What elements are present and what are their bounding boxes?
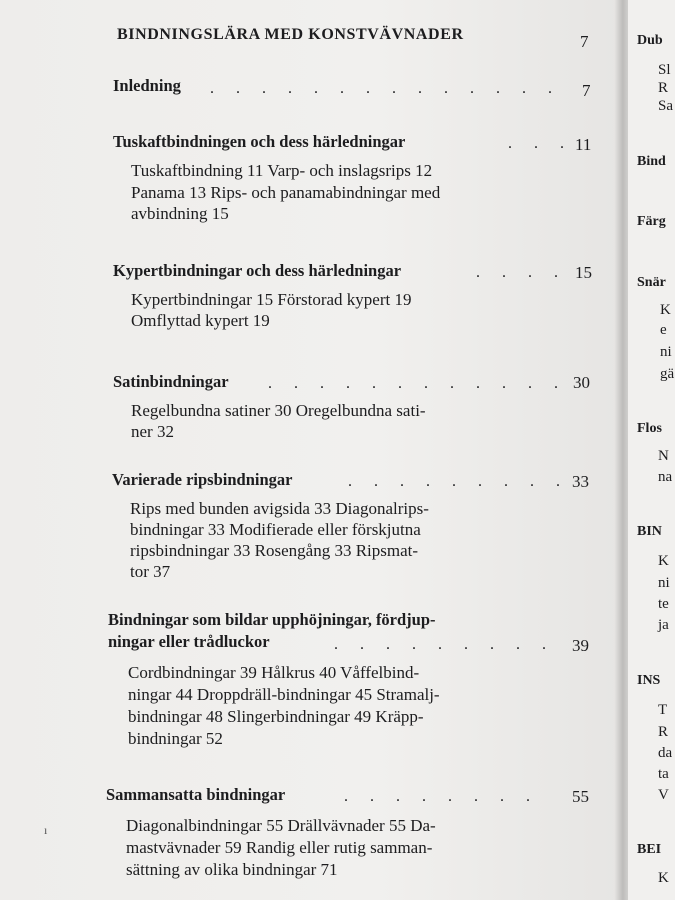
toc-entry-page: 7 (582, 81, 591, 100)
leader-dots: . . . (508, 135, 573, 152)
toc-subentry-line: sättning av olika bindningar 71 (126, 860, 338, 879)
toc-entry-title: Tuskaftbindningen och dess härledningar (113, 132, 406, 151)
right-fragment: V (658, 787, 669, 803)
right-fragment: Färg (637, 214, 666, 229)
toc-subentry-line: Diagonalbindningar 55 Drällvävnader 55 Da- (126, 816, 436, 835)
toc-subentry-line: bindningar 52 (128, 729, 223, 748)
chapter-page: 7 (580, 32, 589, 51)
right-fragment: T (658, 702, 668, 718)
right-fragment: K (658, 553, 669, 569)
chapter-title: BINDNINGSLÄRA MED KONSTVÄVNADER (117, 26, 464, 43)
right-fragment: ja (658, 617, 669, 633)
toc-subentry-line: Regelbundna satiner 30 Oregelbundna sati- (131, 401, 426, 420)
right-fragment: Snär (637, 275, 666, 290)
right-fragment: na (658, 469, 673, 485)
leader-dots: . . . . . . . . . (348, 473, 569, 490)
right-fragment: e (660, 322, 667, 338)
right-fragment: Dub (637, 33, 663, 48)
toc-entry-title: Varierade ripsbindningar (112, 470, 293, 489)
leader-dots: . . . . . . . . (344, 788, 539, 805)
toc-subentry-line: ningar 44 Droppdräll-bindningar 45 Stramalj- (128, 685, 440, 704)
page-mark: ı (44, 823, 48, 837)
toc-subentry-line: avbindning 15 (131, 204, 229, 223)
toc-entry-page: 11 (575, 135, 592, 154)
toc-entry-title: Inledning (113, 76, 181, 95)
toc-subentry-line: Tuskaftbindning 11 Varp- och inslagsrips 12 (131, 161, 433, 180)
toc-entry-title-continued: ningar eller trådluckor (108, 632, 270, 651)
toc-subentry-line: ripsbindningar 33 Rosengång 33 Ripsmat- (130, 541, 419, 560)
right-fragment: BIN (637, 524, 662, 539)
toc-entry-page: 39 (572, 636, 589, 655)
right-fragment: gä (660, 366, 675, 382)
toc-subentry-line: Rips med bunden avigsida 33 Diagonalrips- (130, 499, 429, 518)
right-fragment: Sl (658, 62, 671, 78)
right-page-fragment (628, 0, 675, 900)
toc-entry-page: 30 (573, 373, 590, 392)
toc-entry-page: 15 (575, 263, 592, 282)
toc-entry-page: 55 (572, 787, 589, 806)
toc-entry-title: Sammansatta bindningar (106, 785, 286, 804)
right-fragment: Bind (637, 154, 666, 169)
toc-subentry-line: Omflyttad kypert 19 (131, 311, 270, 330)
toc-entry-title: Bindningar som bildar upphöjningar, fördjup- (108, 610, 436, 629)
right-fragment: K (660, 302, 671, 318)
toc-entry-title: Kypertbindningar och dess härledningar (113, 261, 402, 280)
toc-entry-page: 33 (572, 472, 589, 491)
right-fragment: da (658, 745, 673, 761)
toc-subentry-line: mastvävnader 59 Randig eller rutig samman- (126, 838, 433, 857)
right-fragment: ni (658, 575, 670, 591)
right-fragment: R (658, 80, 669, 96)
right-fragment: K (658, 870, 669, 886)
leader-dots: . . . . . . . . . (334, 636, 555, 653)
toc-subentry-line: Kypertbindningar 15 Förstorad kypert 19 (131, 290, 412, 309)
right-fragment: Flos (637, 421, 662, 436)
toc-subentry-line: ner 32 (131, 422, 174, 441)
leader-dots: . . . . (476, 264, 567, 281)
leader-dots: . . . . . . . . . . . . (268, 375, 567, 392)
toc-subentry-line: Cordbindningar 39 Hålkrus 40 Våffelbind- (128, 663, 420, 682)
toc-entry-title: Satinbindningar (113, 372, 229, 391)
right-fragment: ni (660, 344, 672, 360)
right-fragment: ta (658, 766, 669, 782)
leader-dots: . . . . . . . . . . . . . . (210, 80, 561, 97)
right-fragment: INS (637, 673, 661, 688)
toc-subentry-line: bindningar 48 Slingerbindningar 49 Kräpp- (128, 707, 424, 726)
toc-subentry-line: bindningar 33 Modifierade eller förskjutna (130, 520, 421, 539)
right-fragment: R (658, 724, 669, 740)
right-fragment: N (658, 448, 669, 464)
toc-subentry-line: tor 37 (130, 562, 171, 581)
right-fragment: BEI (637, 842, 662, 857)
toc-subentry-line: Panama 13 Rips- och panamabindningar med (131, 183, 441, 202)
right-fragment: Sa (658, 98, 673, 114)
right-fragment: te (658, 596, 669, 612)
